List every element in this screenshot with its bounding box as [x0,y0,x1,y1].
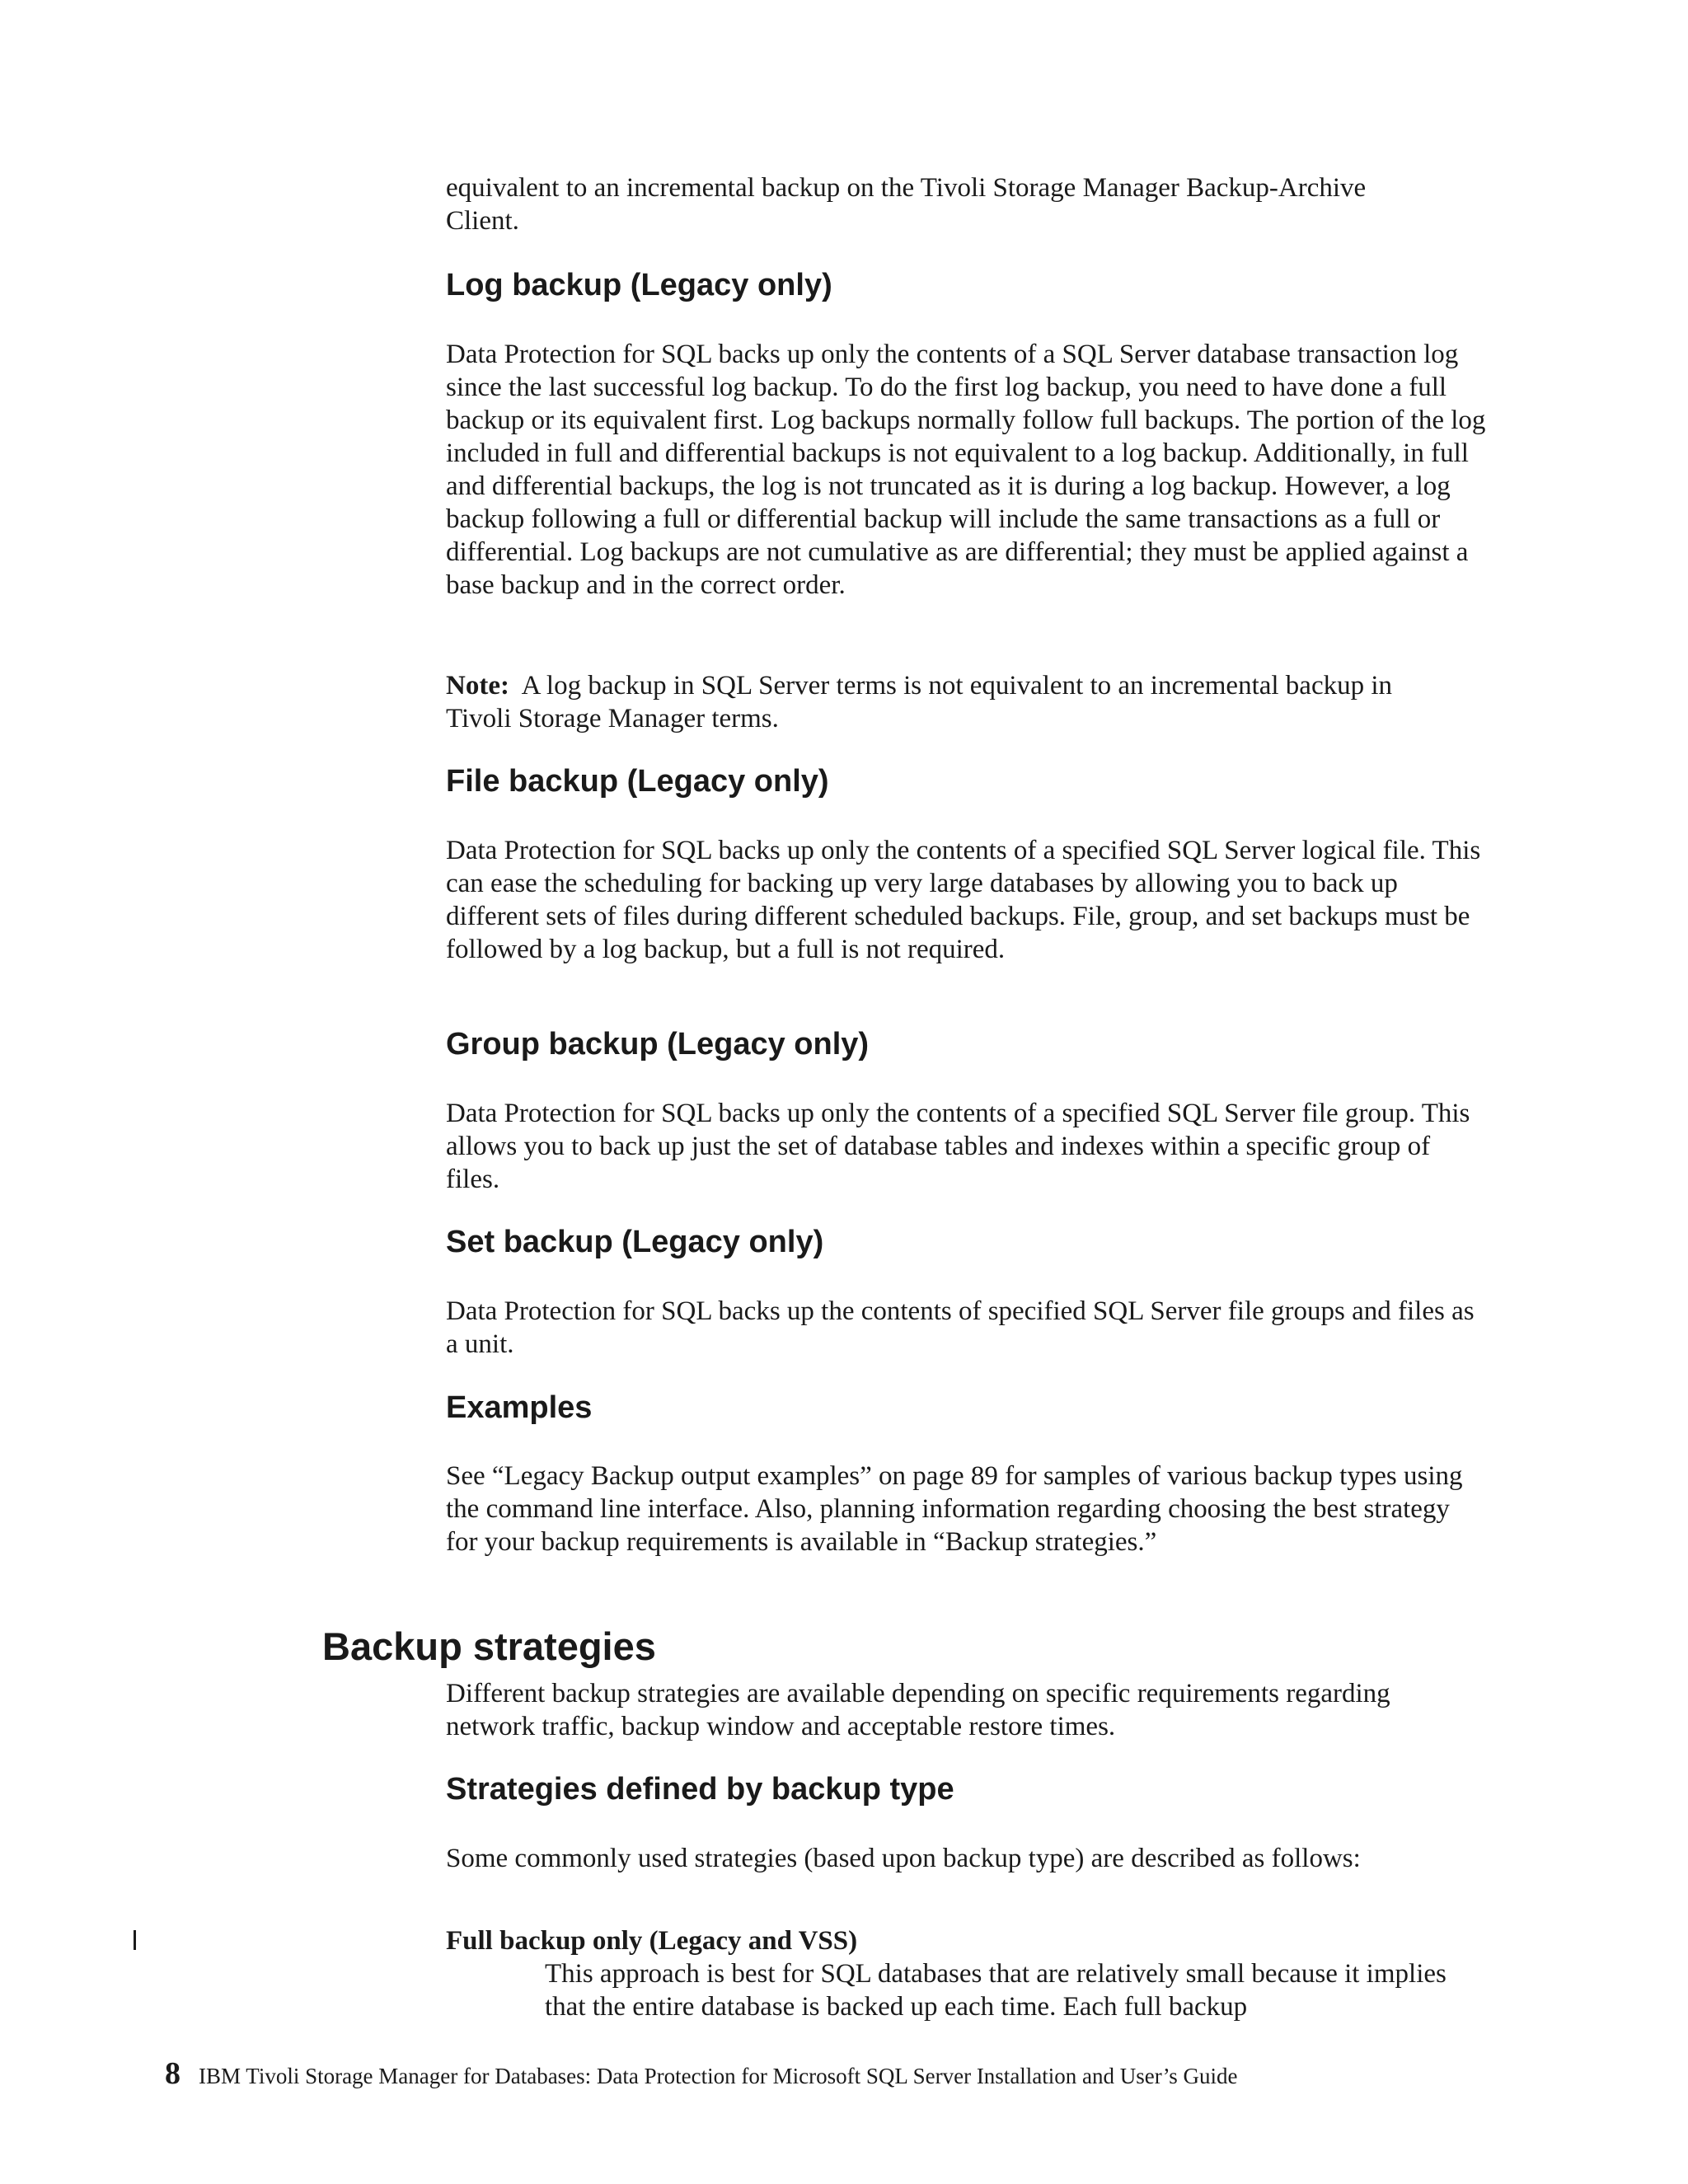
full-backup-only-definition: This approach is best for SQL databases that are relatively small because it implies that the entire database is backed up each time. Each full backup [545,1959,1447,2022]
full-backup-only-term: Full backup only (Legacy and VSS) [446,1926,858,1956]
log-backup-note [446,669,1435,735]
note-text: A log backup in SQL Server terms is not equivalent to an incremental backup in Tivoli Storage Manager terms. [446,671,1393,733]
change-bar [134,1930,136,1950]
group-backup-heading: Group backup (Legacy only) [446,1027,870,1062]
set-backup-body: Data Protection for SQL backs up the contents of specified SQL Server file groups and files as a unit. [446,1296,1475,1359]
strategies-by-type-heading: Strategies defined by backup type [446,1772,954,1807]
group-backup-body: Data Protection for SQL backs up only the contents of a specified SQL Server file group. This allows you to back up just the set of database tables and indexes within a specific group of files. [446,1099,1470,1194]
backup-strategies-heading: Backup strategies [322,1624,656,1668]
log-backup-heading: Log backup (Legacy only) [446,268,832,302]
log-backup-body: Data Protection for SQL backs up only the contents of a SQL Server database transaction log since the last successful log backup. To do the first log backup, you need to have done a full backup or its equivalent first. Log backups normally follow full backups. The portion of the log included in full and differential backups is not equivalent to a log backup. Additionally, in full and differential backups, the log is not truncated as it is during a log backup. However, a log backup following a full or differential backup will include the same transactions as a full or differential. Log backups are not cumulative as are differential; they must be applied against a base backup and in the correct order. [446,340,1486,600]
page-footer [165,2055,1238,2092]
note-label: Note: [446,671,509,701]
file-backup-heading: File backup (Legacy only) [446,764,829,799]
strategies-by-type-body: Some commonly used strategies (based upon backup type) are described as follows: [446,1844,1361,1873]
page-number: 8 [165,2056,181,2091]
intro-continuation: equivalent to an incremental backup on the Tivoli Storage Manager Backup-Archive Client. [446,173,1367,236]
footer-title: IBM Tivoli Storage Manager for Databases: Data Protection for Microsoft SQL Server Installation and User’s Guide [199,2064,1238,2088]
backup-strategies-body: Different backup strategies are available depending on specific requirements regarding network traffic, backup window and acceptable restore times. [446,1679,1390,1741]
set-backup-heading: Set backup (Legacy only) [446,1225,824,1259]
examples-body: See “Legacy Backup output examples” on page 89 for samples of various backup types using the command line interface. Also, planning information regarding choosing the best strategy for your backup requirements is available in “Backup strategies.” [446,1461,1463,1557]
examples-heading-visible: Examples [446,1390,593,1425]
file-backup-body: Data Protection for SQL backs up only the contents of a specified SQL Server logical file. This can ease the scheduling for backing up very large databases by allowing you to back up different sets of files during different scheduled backups. File, group, and set backups must be followed by a log backup, but a full is not required. [446,836,1481,964]
